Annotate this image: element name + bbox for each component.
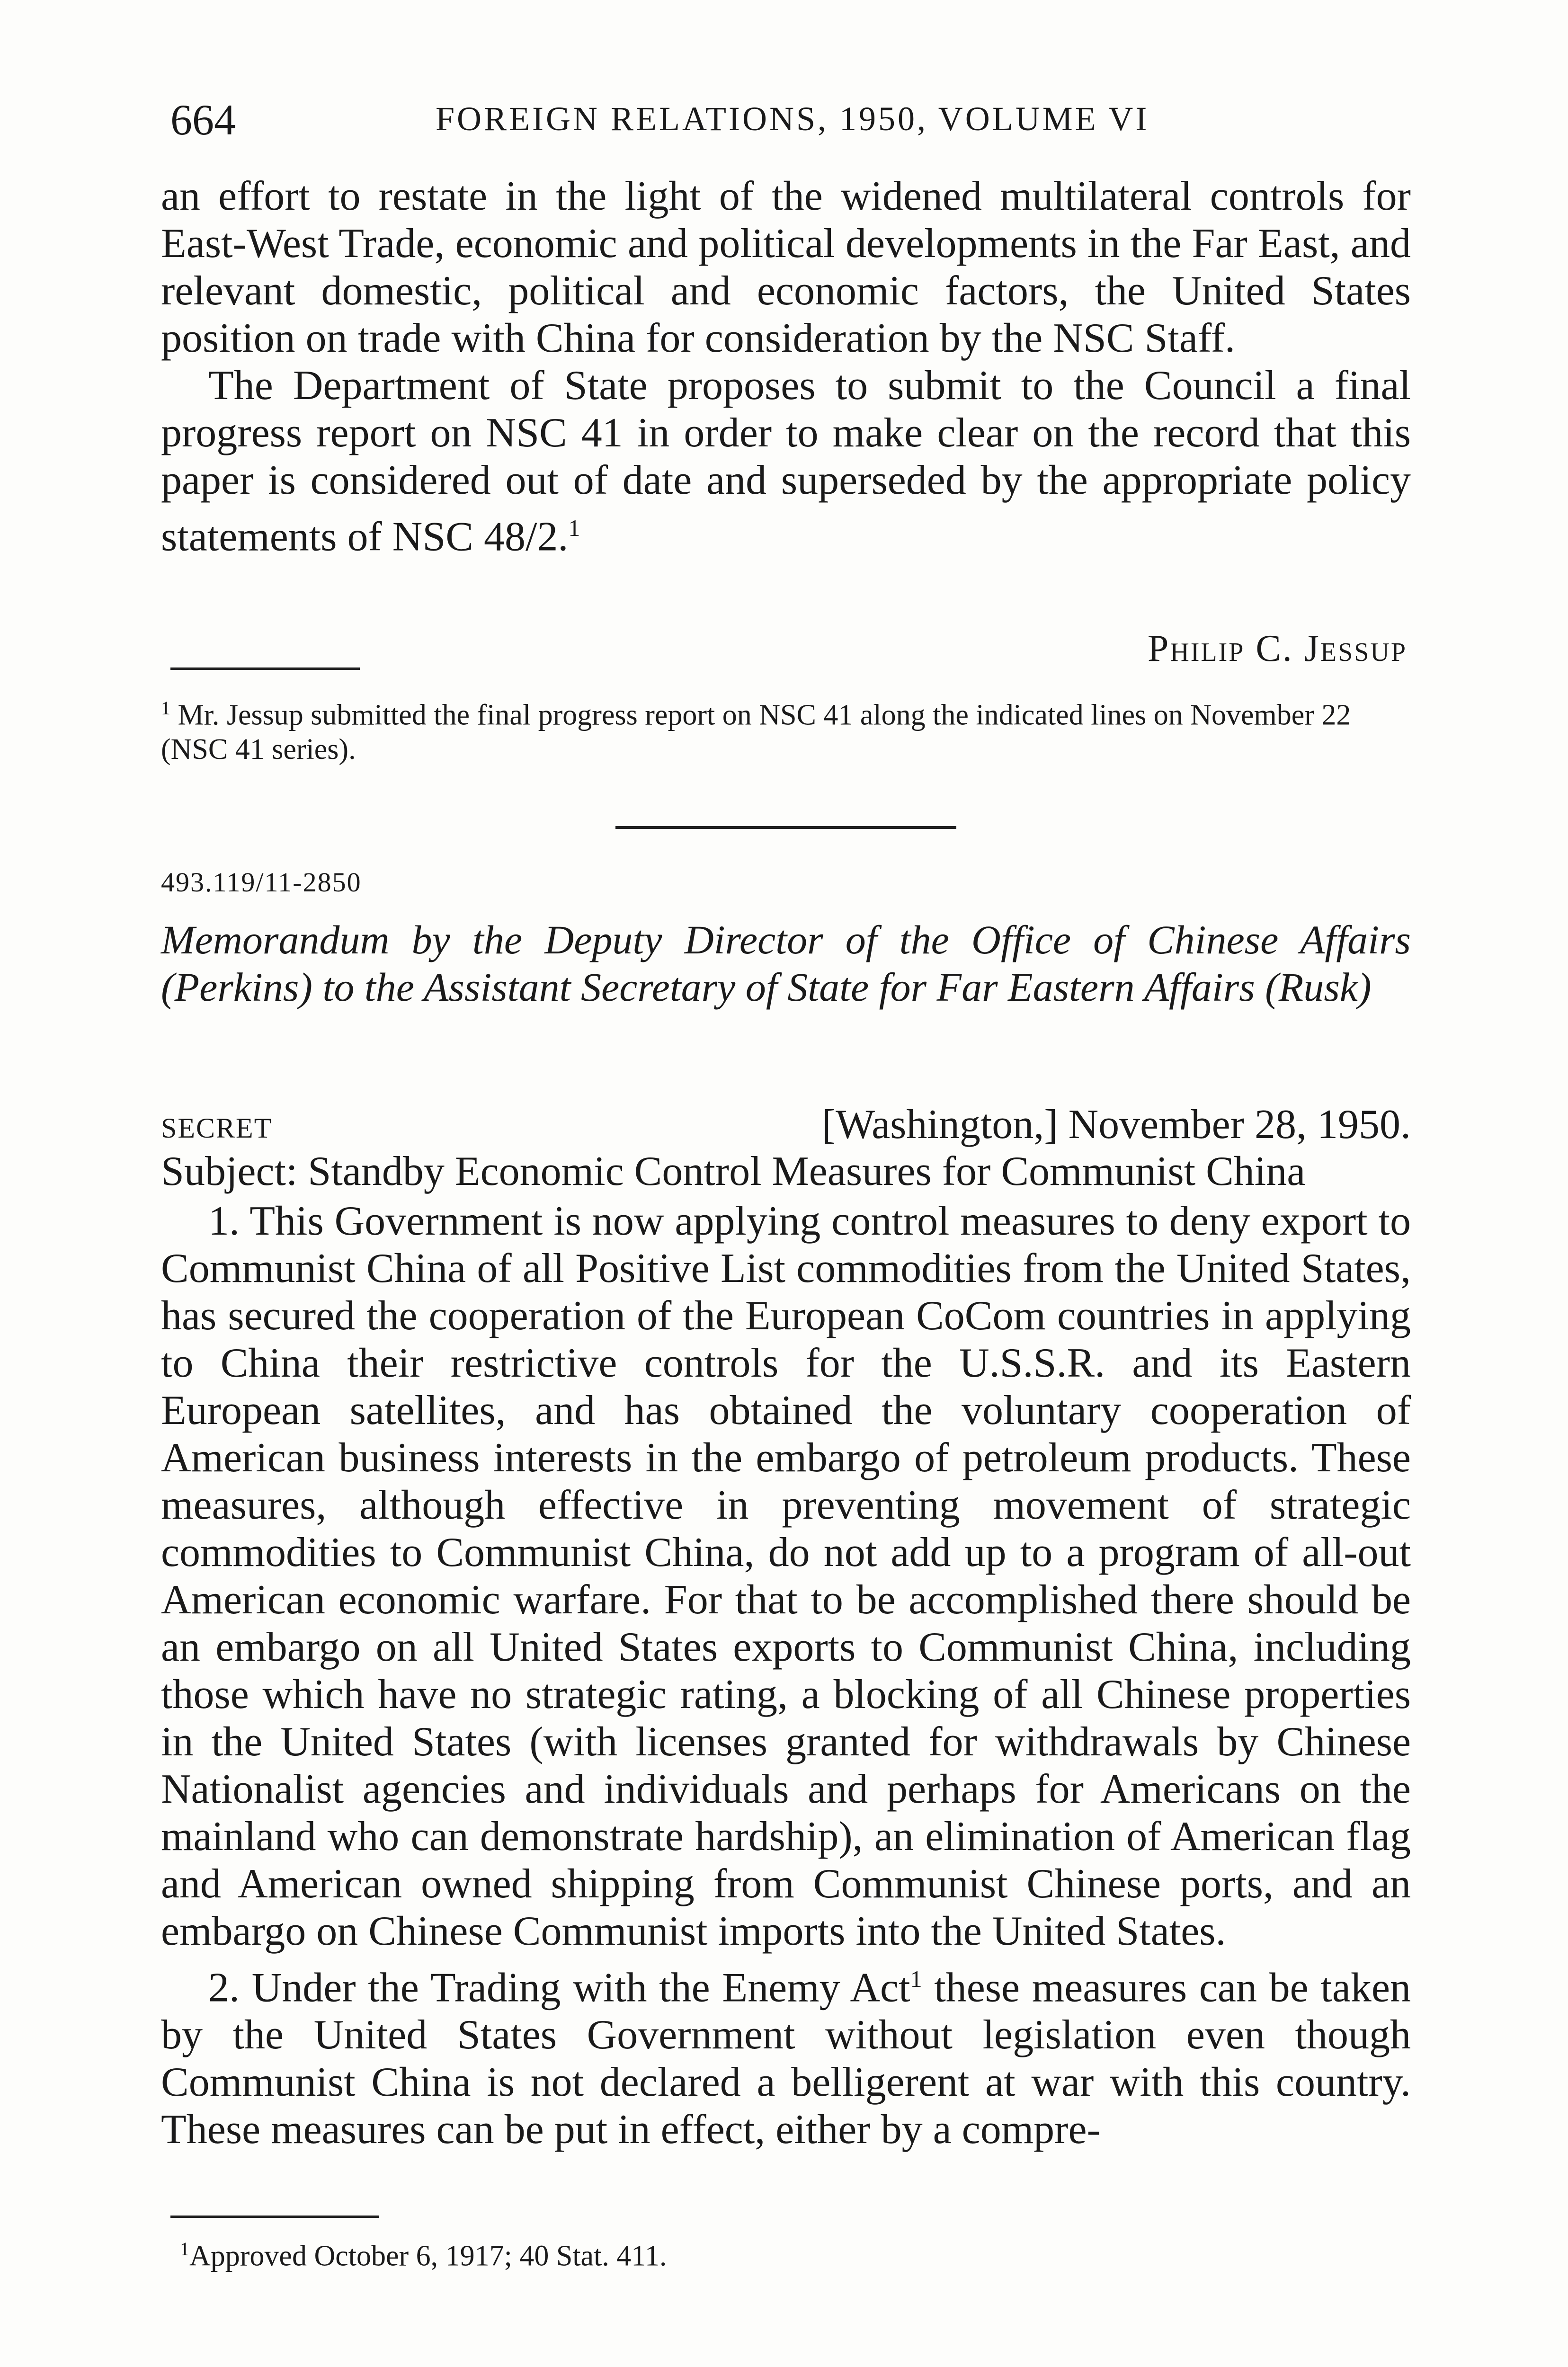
footnote-marker: 1 [180, 2238, 189, 2260]
document-title-block [161, 916, 1411, 1011]
running-title: FOREIGN RELATIONS, 1950, VOLUME VI [436, 100, 1149, 138]
document-title: Memorandum by the Deputy Director of the Office of Chinese Affairs (Perkins) to the Assistant Secretary of State for Far Eastern Affairs (Rusk) [161, 917, 1411, 1010]
memorandum-body [161, 1198, 1411, 2153]
page-number: 664 [170, 96, 236, 144]
signature: Philip C. Jessup [1147, 628, 1407, 669]
previous-footnote [161, 691, 1411, 766]
previous-document-body [161, 173, 1411, 561]
footnote-text: Mr. Jessup submitted the final progress report on NSC 41 along the indicated lines on November 22 (NSC 41 series). [161, 699, 1351, 765]
section-divider [615, 826, 956, 829]
subject-line [161, 1148, 1411, 1195]
file-number: 493.119/11-2850 [161, 867, 362, 898]
footnote-text: Approved October 6, 1917; 40 Stat. 411. [189, 2240, 667, 2272]
memo-footnote [180, 2232, 1430, 2273]
memo-paragraph-1: 1. This Government is now applying control measures to deny export to Communist China of all Positive List commodities from the United States, has secured the cooperation of the European CoCom countries in applying to China their restrictive controls for the U.S.S.R. and its Eastern European satellites, and has obtained the voluntary cooperation of American business interests in the embargo of petroleum products. These measures, although effective in preventing movement of strategic commodities to Communist China, do not add up to a program of all-out American economic warfare. For that to be accomplished there should be an embargo on all United States exports to Communist China, including those which have no strategic rating, a blocking of all Chinese properties in the United States (with licenses granted for withdrawals by Chinese Nationalist agencies and individuals and perhaps for Americans on the mainland who can demonstrate hardship), an elimination of American flag and American owned shipping from Communist Chinese ports, and an embargo on Chinese Communist imports into the United States. [161, 1198, 1411, 1954]
footnote-marker: 1 [161, 697, 170, 719]
footnote-divider [170, 2216, 379, 2218]
classification: SECRET [161, 1112, 273, 1144]
running-head [170, 95, 1401, 151]
subject-label: Subject: [161, 1148, 298, 1194]
footnote-divider [170, 667, 360, 670]
file-number-block [161, 866, 1411, 898]
previous-paragraph-2: The Department of State proposes to submit to the Council a final progress report on NSC 41 in order to make clear on the record that this paper is considered out of date and superseded by the appropriate policy statements of NSC 48/2.$^1$ [161, 363, 1411, 560]
subject: Standby Economic Control Measures for Communist China [308, 1148, 1306, 1194]
footnote-ref: 1 [910, 1966, 922, 1992]
footnote-ref: 1 [568, 515, 580, 541]
classification-line [161, 1101, 1411, 1148]
dateline: [Washington,] November 28, 1950. [821, 1102, 1411, 1148]
memo-paragraph-2: 2. Under the Trading with the Enemy Act$^1$ these measures can be taken by the United States Government without legislation even though Communist China is not declared a belligerent at war with this country. These measures can be put in effect, either by a compre- [161, 1965, 1411, 2153]
previous-paragraph-1: an effort to restate in the light of the widened multilateral controls for East-West Trade, economic and political developments in the Far East, and relevant domestic, political and economic factors, the United States position on trade with China for consideration by the NSC Staff. [161, 173, 1411, 361]
